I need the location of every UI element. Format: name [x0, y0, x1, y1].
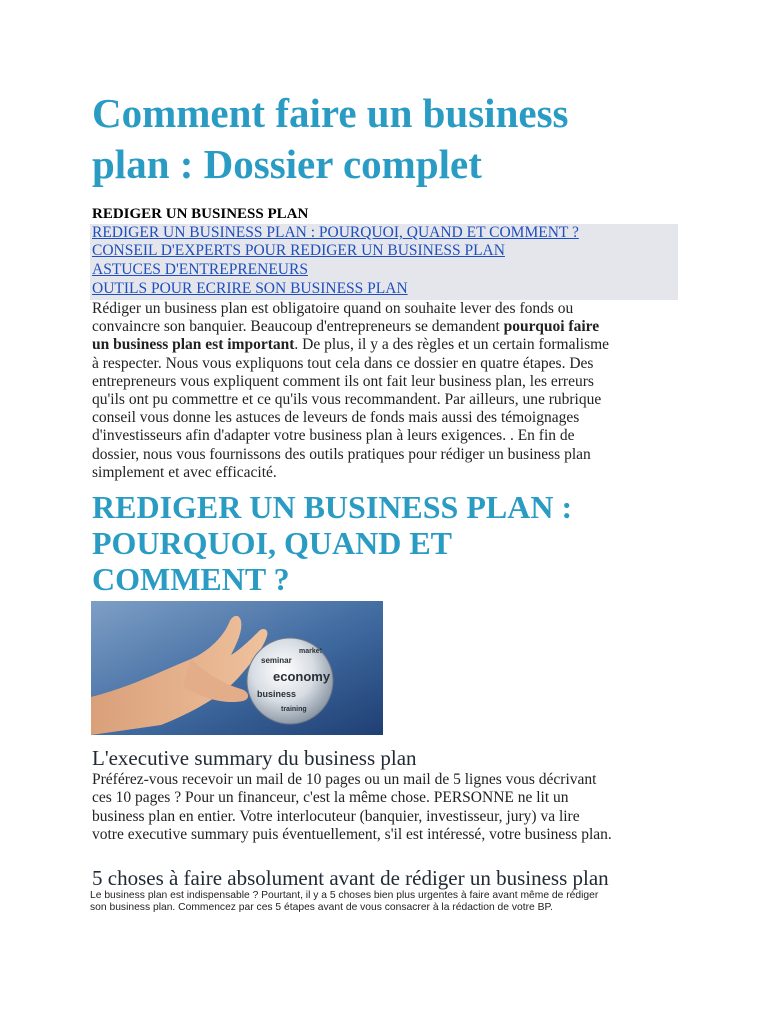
intro-line: d'investisseurs afin d'adapter votre business plan à leurs exigences. . En fin de — [92, 427, 575, 445]
five-things-heading: 5 choses à faire absolument avant de rédiger un business plan — [92, 866, 609, 890]
toc-link-pourquoi[interactable]: REDIGER UN BUSINESS PLAN : POURQUOI, QUAND ET COMMENT ? — [92, 224, 579, 241]
toc-heading: REDIGER UN BUSINESS PLAN — [92, 206, 309, 222]
intro-line: à respecter. Nous vous expliquons tout cela dans ce dossier en quatre étapes. Des — [92, 354, 594, 372]
intro-line: conseil vous donne les astuces de leveurs de fonds mais aussi des témoignages — [92, 409, 580, 427]
toc-link-conseil[interactable]: CONSEIL D'EXPERTS POUR REDIGER UN BUSINESS PLAN — [92, 242, 505, 259]
intro-text: . De plus, il y a des règles et un certain formalisme — [294, 336, 610, 354]
five-things-paragraph — [90, 890, 690, 915]
toc-link-outils[interactable]: OUTILS POUR ECRIRE SON BUSINESS PLAN — [92, 280, 408, 297]
section-title — [92, 489, 692, 597]
globe-word: market — [299, 648, 322, 655]
intro-bold: pourquoi faire — [503, 318, 600, 336]
intro-line: entrepreneurs vous expliquent comment ils ont fait leur business plan, les erreurs — [92, 372, 594, 390]
globe-word: training — [281, 706, 307, 713]
intro-line — [92, 336, 682, 354]
globe-word: economy — [273, 669, 331, 684]
page-title — [92, 88, 692, 190]
globe-word: business — [257, 689, 297, 699]
section-title-line: POURQUOI, QUAND ET — [92, 525, 453, 561]
five-line: Le business plan est indispensable ? Pourtant, il y a 5 choses bien plus urgentes à faire avant même de rédiger — [90, 890, 599, 901]
intro-bold: un business plan est important — [92, 336, 295, 354]
intro-line: qu'ils ont pu commettre et ce qu'ils vous recommandent. Par ailleurs, une rubrique — [92, 391, 602, 409]
exec-line: business plan en entier. Votre interlocuteur (banquier, investisseur, jury) va lire — [92, 807, 580, 825]
intro-line: simplement et avec efficacité. — [92, 463, 277, 481]
exec-line: Préférez-vous recevoir un mail de 10 pages ou un mail de 5 lignes vous décrivant — [92, 771, 597, 788]
exec-summary-paragraph — [92, 771, 692, 845]
section-title-line: REDIGER UN BUSINESS PLAN : — [92, 489, 573, 525]
section-title-line: COMMENT ? — [92, 561, 290, 597]
intro-line: Rédiger un business plan est obligatoire quand on souhaite lever des fonds ou — [92, 300, 574, 317]
exec-line: ces 10 pages ? Pour un financeur, c'est la même chose. PERSONNE ne lit un — [92, 789, 569, 807]
toc-link-astuces[interactable]: ASTUCES D'ENTREPRENEURS — [92, 261, 308, 278]
five-line: son business plan. Commencez par ces 5 étapes avant de vous consacrer à la rédaction de votre BP. — [90, 902, 553, 914]
exec-summary-heading: L'executive summary du business plan — [92, 746, 417, 770]
intro-paragraph — [92, 300, 682, 482]
title-line-1: Comment faire un business — [92, 90, 569, 136]
intro-line: dossier, nous vous fournissons des outils pratiques pour rédiger un business plan — [92, 445, 591, 463]
exec-line: votre executive summary puis éventuellement, s'il est intéressé, votre business plan. — [92, 826, 612, 844]
title-line-2: plan : Dossier complet — [92, 141, 482, 187]
globe-word: seminar — [261, 656, 292, 665]
intro-line — [92, 318, 682, 336]
intro-text: convaincre son banquier. Beaucoup d'entrepreneurs se demandent — [92, 318, 504, 336]
hand-holding-globe-photo — [91, 601, 383, 735]
